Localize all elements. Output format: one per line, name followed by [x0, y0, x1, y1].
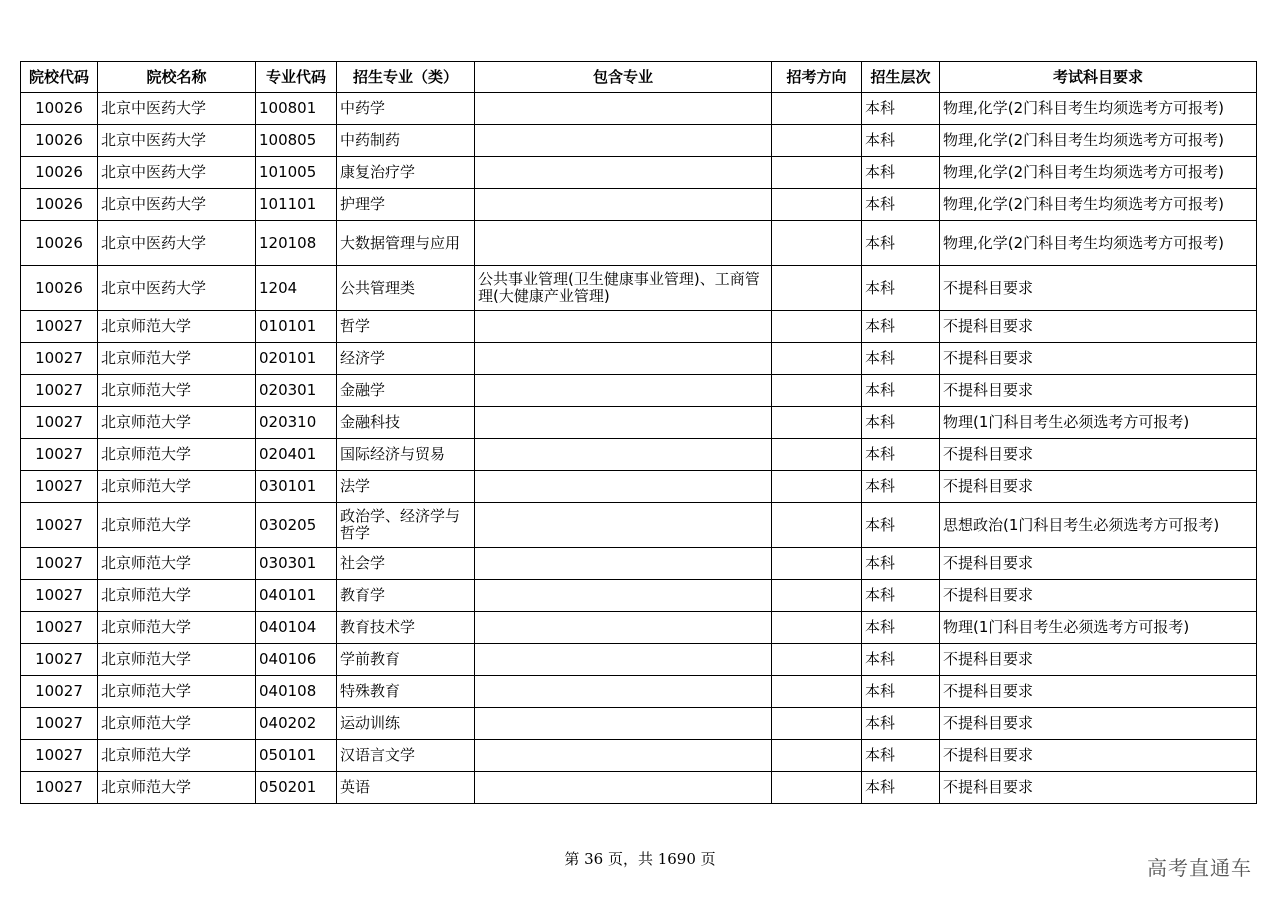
- cell-school-name: 北京师范大学: [98, 740, 256, 772]
- cell-school-code: 10027: [21, 439, 98, 471]
- cell-major-code: 040202: [256, 708, 337, 740]
- cell-major-code: 050101: [256, 740, 337, 772]
- cell-requirement: 不提科目要求: [940, 548, 1257, 580]
- table-row: [21, 548, 1257, 580]
- table-row: [21, 612, 1257, 644]
- cell-major: 中药制药: [337, 125, 475, 157]
- cell-school-code: 10027: [21, 740, 98, 772]
- cell-level: 本科: [862, 740, 940, 772]
- cell-requirement: 物理,化学(2门科目考生均须选考方可报考): [940, 93, 1257, 125]
- cell-level: 本科: [862, 644, 940, 676]
- cell-major: 特殊教育: [337, 676, 475, 708]
- cell-school-code: 10026: [21, 266, 98, 311]
- cell-major-code: 010101: [256, 311, 337, 343]
- cell-major: 运动训练: [337, 708, 475, 740]
- table-row: [21, 266, 1257, 311]
- cell-level: 本科: [862, 266, 940, 311]
- cell-direction: [772, 93, 862, 125]
- header-school-code: 院校代码: [21, 62, 98, 93]
- cell-requirement: 不提科目要求: [940, 772, 1257, 804]
- cell-major: 法学: [337, 471, 475, 503]
- cell-school-name: 北京师范大学: [98, 676, 256, 708]
- table-row: [21, 375, 1257, 407]
- cell-includes: [475, 439, 772, 471]
- table-row: [21, 311, 1257, 343]
- cell-school-code: 10027: [21, 580, 98, 612]
- cell-includes: [475, 503, 772, 548]
- table-body: [21, 93, 1257, 804]
- table-row: [21, 221, 1257, 266]
- cell-requirement: 不提科目要求: [940, 439, 1257, 471]
- cell-major: 护理学: [337, 189, 475, 221]
- cell-school-name: 北京中医药大学: [98, 189, 256, 221]
- cell-school-name: 北京中医药大学: [98, 93, 256, 125]
- table-header-row: [21, 62, 1257, 93]
- cell-direction: [772, 375, 862, 407]
- cell-level: 本科: [862, 343, 940, 375]
- cell-requirement: 不提科目要求: [940, 311, 1257, 343]
- cell-direction: [772, 407, 862, 439]
- header-requirement: 考试科目要求: [940, 62, 1257, 93]
- cell-major: 中药学: [337, 93, 475, 125]
- cell-school-name: 北京师范大学: [98, 343, 256, 375]
- cell-requirement: 物理(1门科目考生必须选考方可报考): [940, 407, 1257, 439]
- cell-direction: [772, 772, 862, 804]
- cell-requirement: 物理,化学(2门科目考生均须选考方可报考): [940, 157, 1257, 189]
- cell-major-code: 020401: [256, 439, 337, 471]
- table-row: [21, 407, 1257, 439]
- cell-direction: [772, 266, 862, 311]
- cell-requirement: 不提科目要求: [940, 471, 1257, 503]
- table-row: [21, 439, 1257, 471]
- cell-school-name: 北京师范大学: [98, 708, 256, 740]
- cell-direction: [772, 548, 862, 580]
- cell-school-code: 10026: [21, 189, 98, 221]
- cell-school-name: 北京师范大学: [98, 439, 256, 471]
- cell-direction: [772, 676, 862, 708]
- watermark: 高考直通车: [1147, 856, 1252, 880]
- cell-level: 本科: [862, 548, 940, 580]
- cell-school-name: 北京师范大学: [98, 548, 256, 580]
- cell-school-code: 10027: [21, 311, 98, 343]
- cell-major-code: 1204: [256, 266, 337, 311]
- cell-level: 本科: [862, 125, 940, 157]
- cell-requirement: 物理,化学(2门科目考生均须选考方可报考): [940, 221, 1257, 266]
- cell-level: 本科: [862, 612, 940, 644]
- cell-direction: [772, 612, 862, 644]
- cell-school-code: 10026: [21, 125, 98, 157]
- cell-major-code: 120108: [256, 221, 337, 266]
- cell-school-name: 北京师范大学: [98, 644, 256, 676]
- cell-major-code: 020301: [256, 375, 337, 407]
- cell-level: 本科: [862, 503, 940, 548]
- header-includes: 包含专业: [475, 62, 772, 93]
- cell-major: 英语: [337, 772, 475, 804]
- header-level: 招生层次: [862, 62, 940, 93]
- cell-major-code: 020310: [256, 407, 337, 439]
- cell-includes: 公共事业管理(卫生健康事业管理)、工商管理(大健康产业管理): [475, 266, 772, 311]
- cell-major-code: 040104: [256, 612, 337, 644]
- cell-major: 金融科技: [337, 407, 475, 439]
- cell-major-code: 030101: [256, 471, 337, 503]
- cell-direction: [772, 580, 862, 612]
- cell-includes: [475, 343, 772, 375]
- cell-level: 本科: [862, 439, 940, 471]
- cell-includes: [475, 221, 772, 266]
- cell-requirement: 物理(1门科目考生必须选考方可报考): [940, 612, 1257, 644]
- cell-requirement: 不提科目要求: [940, 266, 1257, 311]
- header-major: 招生专业（类）: [337, 62, 475, 93]
- cell-major: 大数据管理与应用: [337, 221, 475, 266]
- cell-major-code: 030205: [256, 503, 337, 548]
- table-row: [21, 157, 1257, 189]
- header-major-code: 专业代码: [256, 62, 337, 93]
- cell-includes: [475, 375, 772, 407]
- cell-school-code: 10027: [21, 503, 98, 548]
- cell-requirement: 思想政治(1门科目考生必须选考方可报考): [940, 503, 1257, 548]
- cell-major: 国际经济与贸易: [337, 439, 475, 471]
- cell-requirement: 不提科目要求: [940, 580, 1257, 612]
- cell-includes: [475, 740, 772, 772]
- cell-direction: [772, 189, 862, 221]
- cell-school-code: 10027: [21, 708, 98, 740]
- cell-school-name: 北京师范大学: [98, 612, 256, 644]
- cell-requirement: 不提科目要求: [940, 676, 1257, 708]
- cell-includes: [475, 93, 772, 125]
- cell-major-code: 101101: [256, 189, 337, 221]
- cell-level: 本科: [862, 375, 940, 407]
- cell-major-code: 101005: [256, 157, 337, 189]
- cell-requirement: 不提科目要求: [940, 644, 1257, 676]
- cell-level: 本科: [862, 471, 940, 503]
- cell-school-name: 北京师范大学: [98, 772, 256, 804]
- cell-major: 哲学: [337, 311, 475, 343]
- cell-includes: [475, 548, 772, 580]
- cell-includes: [475, 125, 772, 157]
- cell-major-code: 100801: [256, 93, 337, 125]
- cell-requirement: 不提科目要求: [940, 708, 1257, 740]
- cell-school-code: 10026: [21, 221, 98, 266]
- cell-includes: [475, 708, 772, 740]
- cell-direction: [772, 503, 862, 548]
- header-direction: 招考方向: [772, 62, 862, 93]
- cell-requirement: 不提科目要求: [940, 343, 1257, 375]
- cell-level: 本科: [862, 580, 940, 612]
- table-row: [21, 708, 1257, 740]
- cell-school-name: 北京中医药大学: [98, 125, 256, 157]
- table-row: [21, 93, 1257, 125]
- cell-school-name: 北京师范大学: [98, 311, 256, 343]
- cell-major-code: 100805: [256, 125, 337, 157]
- cell-school-code: 10027: [21, 644, 98, 676]
- admission-table: [20, 61, 1257, 804]
- cell-major: 经济学: [337, 343, 475, 375]
- cell-major: 汉语言文学: [337, 740, 475, 772]
- cell-school-name: 北京师范大学: [98, 580, 256, 612]
- cell-major-code: 050201: [256, 772, 337, 804]
- table-row: [21, 772, 1257, 804]
- cell-school-name: 北京中医药大学: [98, 266, 256, 311]
- cell-level: 本科: [862, 772, 940, 804]
- cell-level: 本科: [862, 708, 940, 740]
- cell-level: 本科: [862, 407, 940, 439]
- cell-school-code: 10027: [21, 407, 98, 439]
- cell-requirement: 不提科目要求: [940, 740, 1257, 772]
- cell-direction: [772, 439, 862, 471]
- cell-school-code: 10026: [21, 157, 98, 189]
- cell-includes: [475, 612, 772, 644]
- cell-includes: [475, 311, 772, 343]
- cell-includes: [475, 471, 772, 503]
- cell-direction: [772, 471, 862, 503]
- cell-major-code: 030301: [256, 548, 337, 580]
- cell-requirement: 不提科目要求: [940, 375, 1257, 407]
- cell-requirement: 物理,化学(2门科目考生均须选考方可报考): [940, 189, 1257, 221]
- header-school-name: 院校名称: [98, 62, 256, 93]
- cell-school-code: 10027: [21, 676, 98, 708]
- cell-includes: [475, 772, 772, 804]
- table-row: [21, 644, 1257, 676]
- table-row: [21, 471, 1257, 503]
- cell-major-code: 040101: [256, 580, 337, 612]
- cell-major: 政治学、经济学与哲学: [337, 503, 475, 548]
- cell-major-code: 020101: [256, 343, 337, 375]
- table-row: [21, 343, 1257, 375]
- cell-includes: [475, 676, 772, 708]
- cell-includes: [475, 407, 772, 439]
- cell-school-name: 北京中医药大学: [98, 221, 256, 266]
- cell-direction: [772, 644, 862, 676]
- cell-school-name: 北京中医药大学: [98, 157, 256, 189]
- cell-direction: [772, 157, 862, 189]
- cell-level: 本科: [862, 221, 940, 266]
- cell-school-code: 10027: [21, 343, 98, 375]
- cell-major: 康复治疗学: [337, 157, 475, 189]
- cell-school-code: 10026: [21, 93, 98, 125]
- cell-direction: [772, 740, 862, 772]
- cell-level: 本科: [862, 676, 940, 708]
- cell-level: 本科: [862, 93, 940, 125]
- cell-major-code: 040106: [256, 644, 337, 676]
- cell-major: 教育学: [337, 580, 475, 612]
- cell-direction: [772, 221, 862, 266]
- cell-major: 学前教育: [337, 644, 475, 676]
- cell-school-name: 北京师范大学: [98, 407, 256, 439]
- cell-major: 教育技术学: [337, 612, 475, 644]
- cell-school-name: 北京师范大学: [98, 471, 256, 503]
- cell-school-code: 10027: [21, 548, 98, 580]
- cell-level: 本科: [862, 311, 940, 343]
- table-row: [21, 676, 1257, 708]
- table-row: [21, 503, 1257, 548]
- cell-direction: [772, 311, 862, 343]
- table-row: [21, 125, 1257, 157]
- cell-school-code: 10027: [21, 612, 98, 644]
- cell-level: 本科: [862, 189, 940, 221]
- cell-major: 金融学: [337, 375, 475, 407]
- cell-includes: [475, 189, 772, 221]
- page-number: 第 36 页，共 1690 页: [564, 850, 716, 868]
- table-row: [21, 740, 1257, 772]
- cell-major: 社会学: [337, 548, 475, 580]
- cell-major: 公共管理类: [337, 266, 475, 311]
- cell-includes: [475, 580, 772, 612]
- table-row: [21, 580, 1257, 612]
- cell-direction: [772, 125, 862, 157]
- cell-includes: [475, 644, 772, 676]
- cell-school-name: 北京师范大学: [98, 503, 256, 548]
- cell-requirement: 物理,化学(2门科目考生均须选考方可报考): [940, 125, 1257, 157]
- cell-major-code: 040108: [256, 676, 337, 708]
- cell-school-code: 10027: [21, 375, 98, 407]
- cell-direction: [772, 708, 862, 740]
- table-row: [21, 189, 1257, 221]
- cell-direction: [772, 343, 862, 375]
- cell-includes: [475, 157, 772, 189]
- cell-school-name: 北京师范大学: [98, 375, 256, 407]
- cell-level: 本科: [862, 157, 940, 189]
- cell-school-code: 10027: [21, 471, 98, 503]
- cell-school-code: 10027: [21, 772, 98, 804]
